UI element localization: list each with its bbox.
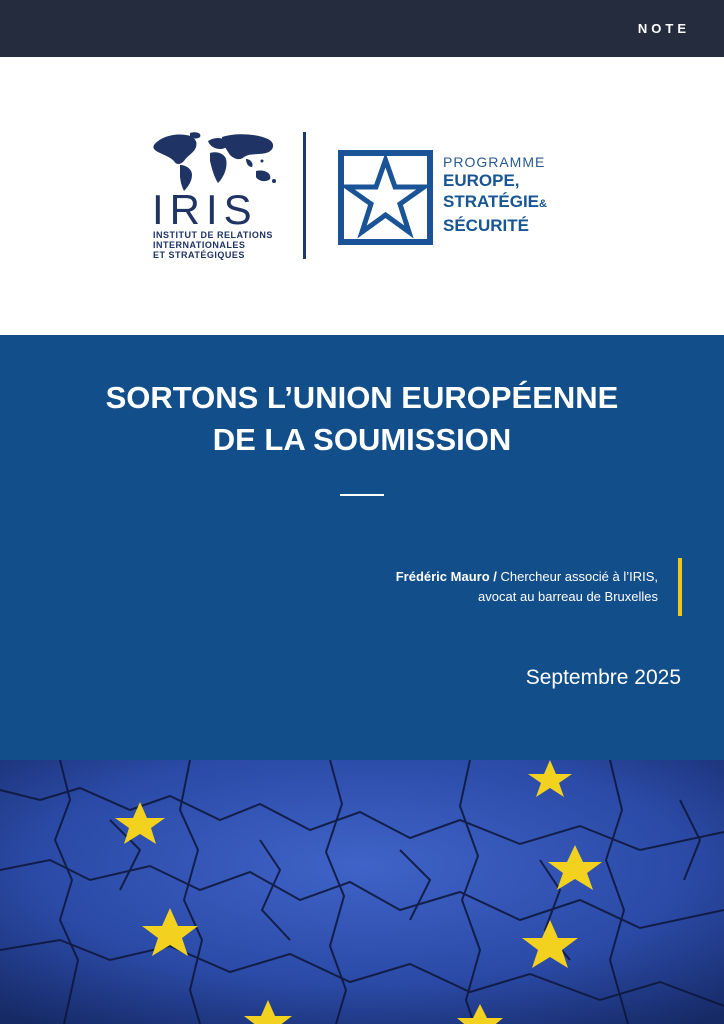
author-block [396,567,658,607]
top-bar [0,0,724,57]
programme-ampersand: & [539,198,547,210]
iris-subtitle-line: INSTITUT DE RELATIONS [153,230,273,240]
iris-subtitle-line: INTERNATIONALES [153,240,246,250]
programme-label: PROGRAMME [443,154,546,170]
star-box-icon [338,150,433,245]
title-line-2: DE LA SOUMISSION [212,422,512,457]
programme-strategie-text: STRATÉGIE [443,192,540,211]
world-map-icon [150,131,278,193]
author-role-1: Chercheur associé à l’IRIS, [500,569,658,584]
author-name: Frédéric Mauro / [395,569,497,584]
title-line-1: SORTONS L’UNION EUROPÉENNE [105,380,619,415]
publication-date: Septembre 2025 [525,666,681,689]
author-role-2: avocat au barreau de Bruxelles [478,589,658,604]
author-accent-bar [678,558,682,616]
iris-subtitle-line: ET STRATÉGIQUES [153,250,245,260]
author-line-1 [396,567,658,587]
document-type-label: NOTE [637,21,690,36]
title-band [0,335,724,760]
eu-flag-illustration [0,760,724,1024]
programme-line-strategie [443,191,547,215]
programme-name [443,154,547,236]
iris-logo [150,131,280,261]
programme-line-securite: SÉCURITÉ [443,216,529,235]
iris-subtitle [153,231,273,261]
eu-flag-cracked-photo [0,760,724,1024]
logo-divider [303,132,306,259]
document-title [0,377,724,461]
programme-line-europe: EUROPE, [443,171,520,190]
title-divider [340,494,384,496]
iris-wordmark: IRIS [152,186,258,233]
logo-area [0,57,724,335]
